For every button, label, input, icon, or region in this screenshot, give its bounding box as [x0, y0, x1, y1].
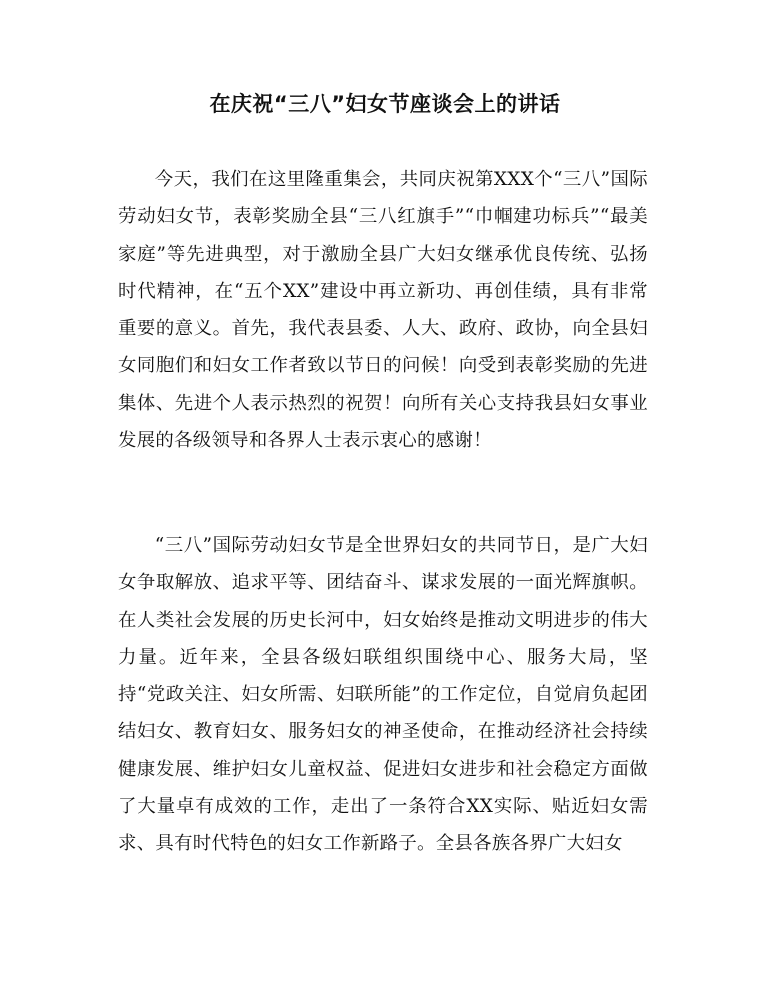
paragraph-womens-day: “三八”国际劳动妇女节是全世界妇女的共同节日，是广大妇女争取解放、追求平等、团结奋斗、谋求发展的一面光辉旗帜。在人类社会发展的历史长河中，妇女始终是推动文明进步的伟大力量。近年来，全县各级妇联组织围绕中心、服务大局，坚持“党政关注、妇女所需、妇联所能”的工作定位，自觉肩负起团结妇女、教育妇女、服务妇女的神圣使命，在推动经济社会持续健康发展、维护妇女儿童权益、促进妇女进步和社会稳定方面做了大量卓有成效的工作，走出了一条符合XX实际、贴近妇女需求、具有时代特色的妇女工作新路子。全县各族各界广大妇女	[118, 535, 648, 855]
paragraph-opening: 今天，我们在这里隆重集会，共同庆祝第XXX个“三八”国际劳动妇女节，表彰奖励全县“三八红旗手”“巾帼建功标兵”“最美家庭”等先进典型，对于激励全县广大妇女继承优良传统、弘扬时代精神，在“五个XX”建设中再立新功、再创佳绩，具有非常重要的意义。首先，我代表县委、人大、政府、政协，向全县妇女同胞们和妇女工作者致以节日的问候！向受到表彰奖励的先进集体、先进个人表示热烈的祝贺！向所有关心支持我县妇女事业发展的各级领导和各界人士表示衷心的感谢！	[118, 169, 648, 452]
document-title: 在庆祝“三八”妇女节座谈会上的讲话	[209, 92, 561, 116]
